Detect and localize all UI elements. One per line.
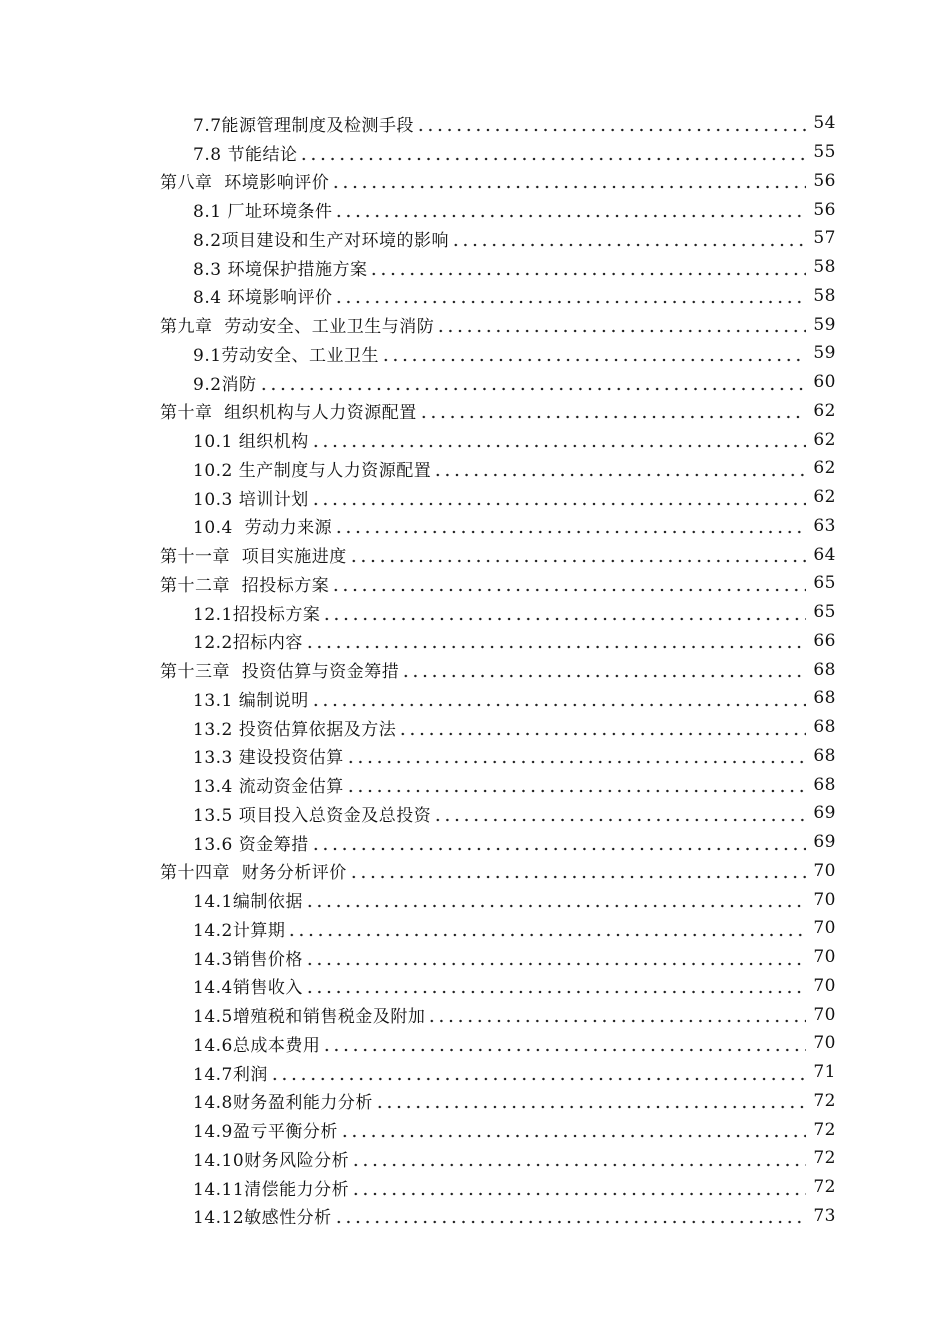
toc-section-entry[interactable] bbox=[0, 483, 950, 512]
toc-dot-leader bbox=[299, 144, 806, 161]
toc-section-entry[interactable] bbox=[0, 282, 950, 311]
toc-entry-title: 10.1 组织机构 bbox=[193, 427, 311, 452]
toc-page-number: 72 bbox=[813, 1148, 836, 1169]
toc-page-number: 62 bbox=[813, 400, 836, 421]
toc-section-entry[interactable] bbox=[0, 253, 950, 282]
toc-page-number: 68 bbox=[813, 688, 836, 709]
toc-page-number: 59 bbox=[813, 314, 836, 335]
toc-dot-leader bbox=[381, 345, 806, 362]
toc-page-number: 72 bbox=[813, 1119, 836, 1140]
toc-entry-title: 13.2 投资估算依据及方法 bbox=[193, 715, 398, 740]
toc-entry-title: 14.3销售价格 bbox=[193, 945, 305, 970]
toc-chapter-entry[interactable] bbox=[0, 397, 950, 426]
toc-entry-title: 第九章 劳动安全、工业卫生与消防 bbox=[160, 312, 436, 337]
toc-dot-leader bbox=[433, 805, 806, 822]
toc-entry-title: 13.6 资金筹措 bbox=[193, 830, 311, 855]
toc-page-number: 60 bbox=[813, 372, 836, 393]
toc-page-number: 57 bbox=[813, 228, 836, 249]
toc-dot-leader bbox=[322, 1035, 806, 1052]
toc-entry-title: 14.2计算期 bbox=[193, 916, 287, 941]
toc-entry-title: 8.1 厂址环境条件 bbox=[193, 197, 334, 222]
toc-page-number: 68 bbox=[813, 774, 836, 795]
toc-dot-leader bbox=[433, 460, 806, 477]
toc-section-entry[interactable] bbox=[0, 742, 950, 771]
toc-dot-leader bbox=[334, 517, 806, 534]
toc-dot-leader bbox=[311, 690, 806, 707]
toc-section-entry[interactable] bbox=[0, 914, 950, 943]
toc-section-entry[interactable] bbox=[0, 713, 950, 742]
toc-section-entry[interactable] bbox=[0, 684, 950, 713]
toc-page-number: 70 bbox=[813, 1004, 836, 1025]
toc-dot-leader bbox=[311, 489, 806, 506]
toc-entry-title: 13.5 项目投入总资金及总投资 bbox=[193, 801, 433, 826]
toc-section-entry[interactable] bbox=[0, 1202, 950, 1231]
toc-section-entry[interactable] bbox=[0, 1000, 950, 1029]
toc-section-entry[interactable] bbox=[0, 1058, 950, 1087]
toc-page-number: 65 bbox=[813, 573, 836, 594]
toc-page-number: 70 bbox=[813, 860, 836, 881]
toc-chapter-entry[interactable] bbox=[0, 857, 950, 886]
toc-dot-leader bbox=[427, 1006, 806, 1023]
table-of-contents bbox=[0, 109, 950, 1230]
toc-entry-title: 14.10财务风险分析 bbox=[193, 1146, 351, 1171]
toc-entry-title: 12.1招投标方案 bbox=[193, 600, 322, 625]
toc-entry-title: 12.2招标内容 bbox=[193, 628, 305, 653]
toc-section-entry[interactable] bbox=[0, 1087, 950, 1116]
toc-entry-title: 10.4 劳动力来源 bbox=[193, 513, 334, 538]
toc-page-number: 56 bbox=[813, 170, 836, 191]
toc-dot-leader bbox=[375, 1092, 806, 1109]
toc-page-number: 62 bbox=[813, 429, 836, 450]
toc-dot-leader bbox=[340, 1121, 806, 1138]
toc-section-entry[interactable] bbox=[0, 1173, 950, 1202]
toc-entry-title: 7.8 节能结论 bbox=[193, 140, 299, 165]
toc-entry-title: 10.3 培训计划 bbox=[193, 485, 311, 510]
toc-page-number: 70 bbox=[813, 1033, 836, 1054]
toc-entry-title: 14.6总成本费用 bbox=[193, 1031, 322, 1056]
toc-section-entry[interactable] bbox=[0, 195, 950, 224]
toc-dot-leader bbox=[369, 259, 806, 276]
toc-entry-title: 13.3 建设投资估算 bbox=[193, 743, 346, 768]
toc-chapter-entry[interactable] bbox=[0, 167, 950, 196]
toc-section-entry[interactable] bbox=[0, 943, 950, 972]
toc-dot-leader bbox=[346, 747, 806, 764]
toc-entry-title: 第十三章 投资估算与资金筹措 bbox=[160, 657, 401, 682]
toc-page-number: 72 bbox=[813, 1090, 836, 1111]
toc-entry-title: 第十章 组织机构与人力资源配置 bbox=[160, 398, 419, 423]
toc-dot-leader bbox=[351, 1179, 806, 1196]
toc-dot-leader bbox=[305, 891, 806, 908]
toc-dot-leader bbox=[351, 1150, 806, 1167]
toc-section-entry[interactable] bbox=[0, 627, 950, 656]
toc-dot-leader bbox=[451, 230, 806, 247]
toc-section-entry[interactable] bbox=[0, 770, 950, 799]
toc-dot-leader bbox=[305, 949, 806, 966]
toc-dot-leader bbox=[305, 632, 806, 649]
toc-section-entry[interactable] bbox=[0, 512, 950, 541]
toc-dot-leader bbox=[331, 172, 806, 189]
toc-page-number: 54 bbox=[813, 113, 836, 134]
toc-page-number: 59 bbox=[813, 343, 836, 364]
toc-dot-leader bbox=[334, 201, 806, 218]
toc-dot-leader bbox=[311, 431, 806, 448]
toc-dot-leader bbox=[416, 115, 806, 132]
toc-section-entry[interactable] bbox=[0, 138, 950, 167]
toc-page-number: 69 bbox=[813, 803, 836, 824]
toc-dot-leader bbox=[311, 834, 806, 851]
toc-page-number: 62 bbox=[813, 487, 836, 508]
toc-entry-title: 8.2项目建设和生产对环境的影响 bbox=[193, 226, 451, 251]
toc-entry-title: 第十一章 项目实施进度 bbox=[160, 542, 349, 567]
toc-page-number: 71 bbox=[813, 1062, 836, 1083]
toc-chapter-entry[interactable] bbox=[0, 569, 950, 598]
toc-entry-title: 14.8财务盈利能力分析 bbox=[193, 1088, 375, 1113]
toc-page-number: 55 bbox=[813, 142, 836, 163]
toc-entry-title: 7.7能源管理制度及检测手段 bbox=[193, 111, 416, 136]
toc-dot-leader bbox=[349, 546, 806, 563]
toc-entry-title: 14.9盈亏平衡分析 bbox=[193, 1117, 340, 1142]
toc-dot-leader bbox=[287, 920, 806, 937]
toc-entry-title: 9.1劳动安全、工业卫生 bbox=[193, 341, 381, 366]
toc-dot-leader bbox=[270, 1064, 806, 1081]
toc-dot-leader bbox=[259, 374, 806, 391]
toc-page-number: 68 bbox=[813, 745, 836, 766]
toc-section-entry[interactable] bbox=[0, 598, 950, 627]
toc-section-entry[interactable] bbox=[0, 368, 950, 397]
toc-entry-title: 第十四章 财务分析评价 bbox=[160, 858, 349, 883]
toc-page-number: 70 bbox=[813, 975, 836, 996]
toc-dot-leader bbox=[322, 604, 806, 621]
toc-entry-title: 14.7利润 bbox=[193, 1060, 270, 1085]
toc-section-entry[interactable] bbox=[0, 1029, 950, 1058]
toc-section-entry[interactable] bbox=[0, 799, 950, 828]
toc-section-entry[interactable] bbox=[0, 828, 950, 857]
toc-dot-leader bbox=[419, 402, 806, 419]
toc-dot-leader bbox=[334, 1207, 806, 1224]
toc-section-entry[interactable] bbox=[0, 425, 950, 454]
toc-section-entry[interactable] bbox=[0, 224, 950, 253]
toc-page-number: 70 bbox=[813, 918, 836, 939]
toc-entry-title: 8.3 环境保护措施方案 bbox=[193, 255, 369, 280]
toc-entry-title: 第八章 环境影响评价 bbox=[160, 168, 331, 193]
toc-section-entry[interactable] bbox=[0, 885, 950, 914]
toc-entry-title: 8.4 环境影响评价 bbox=[193, 283, 334, 308]
toc-page-number: 62 bbox=[813, 458, 836, 479]
toc-entry-title: 13.4 流动资金估算 bbox=[193, 772, 346, 797]
toc-dot-leader bbox=[346, 776, 806, 793]
toc-section-entry[interactable] bbox=[0, 454, 950, 483]
toc-page-number: 56 bbox=[813, 199, 836, 220]
toc-dot-leader bbox=[401, 661, 806, 678]
toc-chapter-entry[interactable] bbox=[0, 655, 950, 684]
toc-dot-leader bbox=[331, 575, 806, 592]
toc-page-number: 72 bbox=[813, 1177, 836, 1198]
toc-page-number: 63 bbox=[813, 515, 836, 536]
toc-page-number: 73 bbox=[813, 1205, 836, 1226]
toc-page-number: 68 bbox=[813, 659, 836, 680]
toc-page-number: 70 bbox=[813, 947, 836, 968]
toc-page-number: 66 bbox=[813, 630, 836, 651]
toc-entry-title: 14.1编制依据 bbox=[193, 887, 305, 912]
toc-section-entry[interactable] bbox=[0, 1144, 950, 1173]
toc-entry-title: 13.1 编制说明 bbox=[193, 686, 311, 711]
toc-dot-leader bbox=[349, 862, 806, 879]
toc-page-number: 69 bbox=[813, 832, 836, 853]
toc-entry-title: 14.11清偿能力分析 bbox=[193, 1175, 351, 1200]
toc-page-number: 58 bbox=[813, 257, 836, 278]
toc-entry-title: 14.12敏感性分析 bbox=[193, 1203, 334, 1228]
toc-section-entry[interactable] bbox=[0, 109, 950, 138]
toc-entry-title: 10.2 生产制度与人力资源配置 bbox=[193, 456, 433, 481]
toc-entry-title: 14.5增殖税和销售税金及附加 bbox=[193, 1002, 427, 1027]
toc-chapter-entry[interactable] bbox=[0, 540, 950, 569]
toc-entry-title: 14.4销售收入 bbox=[193, 973, 305, 998]
toc-section-entry[interactable] bbox=[0, 339, 950, 368]
toc-section-entry[interactable] bbox=[0, 1115, 950, 1144]
toc-dot-leader bbox=[436, 316, 806, 333]
toc-dot-leader bbox=[334, 287, 806, 304]
toc-dot-leader bbox=[398, 719, 806, 736]
toc-page-number: 64 bbox=[813, 544, 836, 565]
toc-chapter-entry[interactable] bbox=[0, 310, 950, 339]
toc-entry-title: 9.2消防 bbox=[193, 370, 259, 395]
toc-dot-leader bbox=[305, 977, 806, 994]
toc-section-entry[interactable] bbox=[0, 972, 950, 1001]
toc-page-number: 65 bbox=[813, 602, 836, 623]
toc-page-number: 68 bbox=[813, 717, 836, 738]
toc-entry-title: 第十二章 招投标方案 bbox=[160, 571, 331, 596]
toc-page-number: 70 bbox=[813, 889, 836, 910]
toc-page-number: 58 bbox=[813, 285, 836, 306]
